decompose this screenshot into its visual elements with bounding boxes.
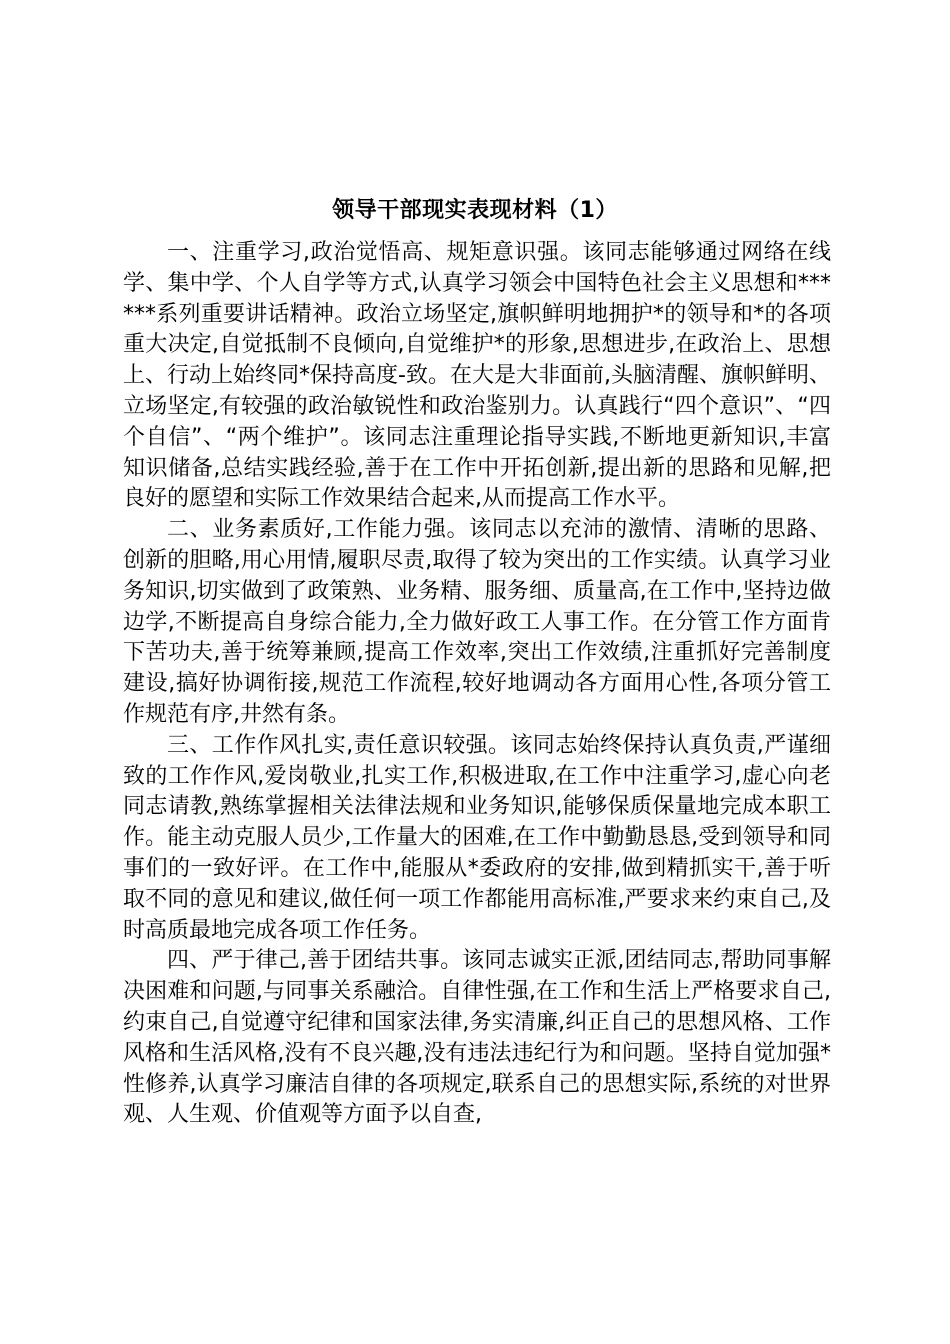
paragraph-competence: 二、业务素质好,工作能力强。该同志以充沛的激情、清晰的思路、创新的胆略,用心用情,履职尽责,取得了较为突出的工作实绩。认真学习业务知识,切实做到了政策熟、业务精、服务细、质量高,在工作中,坚持边做边学,不断提高自身综合能力,全力做好政工人事工作。在分管工作方面肯下苦功夫,善于统筹兼顾,提高工作效率,突出工作效绩,注重抓好完善制度建设,搞好协调衔接,规范工作流程,较好地调动各方面用心性,各项分管工作规范有序,井然有条。 (123, 517, 831, 727)
paragraph-study: 一、注重学习,政治觉悟高、规矩意识强。该同志能够通过网络在线学、集中学、个人自学等方式,认真学习领会中国特色社会主义思想和******系列重要讲话精神。政治立场坚定,旗帜鲜明地拥护*的领导和*的各项重大决定,自觉抵制不良倾向,自觉维护*的形象,思想进步,在政治上、思想上、行动上始终同*保持高度-致。在大是大非面前,头脑清醒、旗帜鲜明、立场坚定,有较强的政治敏锐性和政治鉴别力。认真践行“四个意识”、“四个自信”、“两个维护”。该同志注重理论指导实践,不断地更新知识,丰富知识储备,总结实践经验,善于在工作中开拓创新,提出新的思路和见解,把良好的愿望和实际工作效果结合起来,从而提高工作水平。 (123, 240, 831, 512)
document-title: 领导干部现实表现材料（1） (332, 198, 618, 223)
document-body (123, 238, 831, 1131)
paragraph-self-discipline: 四、严于律己,善于团结共事。该同志诚实正派,团结同志,帮助同事解决困难和问题,与同事关系融洽。自律性强,在工作和生活上严格要求自己,约束自己,自觉遵守纪律和国家法律,务实清廉,纠正自己的思想风格、工作风格和生活风格,没有不良兴趣,没有违法违纪行为和问题。坚持自觉加强*性修养,认真学习廉洁自律的各项规定,联系自己的思想实际,系统的对世界观、人生观、价值观等方面予以自查, (123, 948, 831, 1128)
paragraph-work-style: 三、工作作风扎实,责任意识较强。该同志始终保持认真负责,严谨细致的工作作风,爱岗敬业,扎实工作,积极进取,在工作中注重学习,虚心向老同志请教,熟练掌握相关法律法规和业务知识,能够保质保量地完成本职工作。能主动克服人员少,工作量大的困难,在工作中勤勤恳恳,受到领导和同事们的一致好评。在工作中,能服从*委政府的安排,做到精抓实干,善于听取不同的意见和建议,做任何一项工作都能用高标准,严要求来约束自己,及时高质最地完成各项工作任务。 (123, 732, 831, 943)
